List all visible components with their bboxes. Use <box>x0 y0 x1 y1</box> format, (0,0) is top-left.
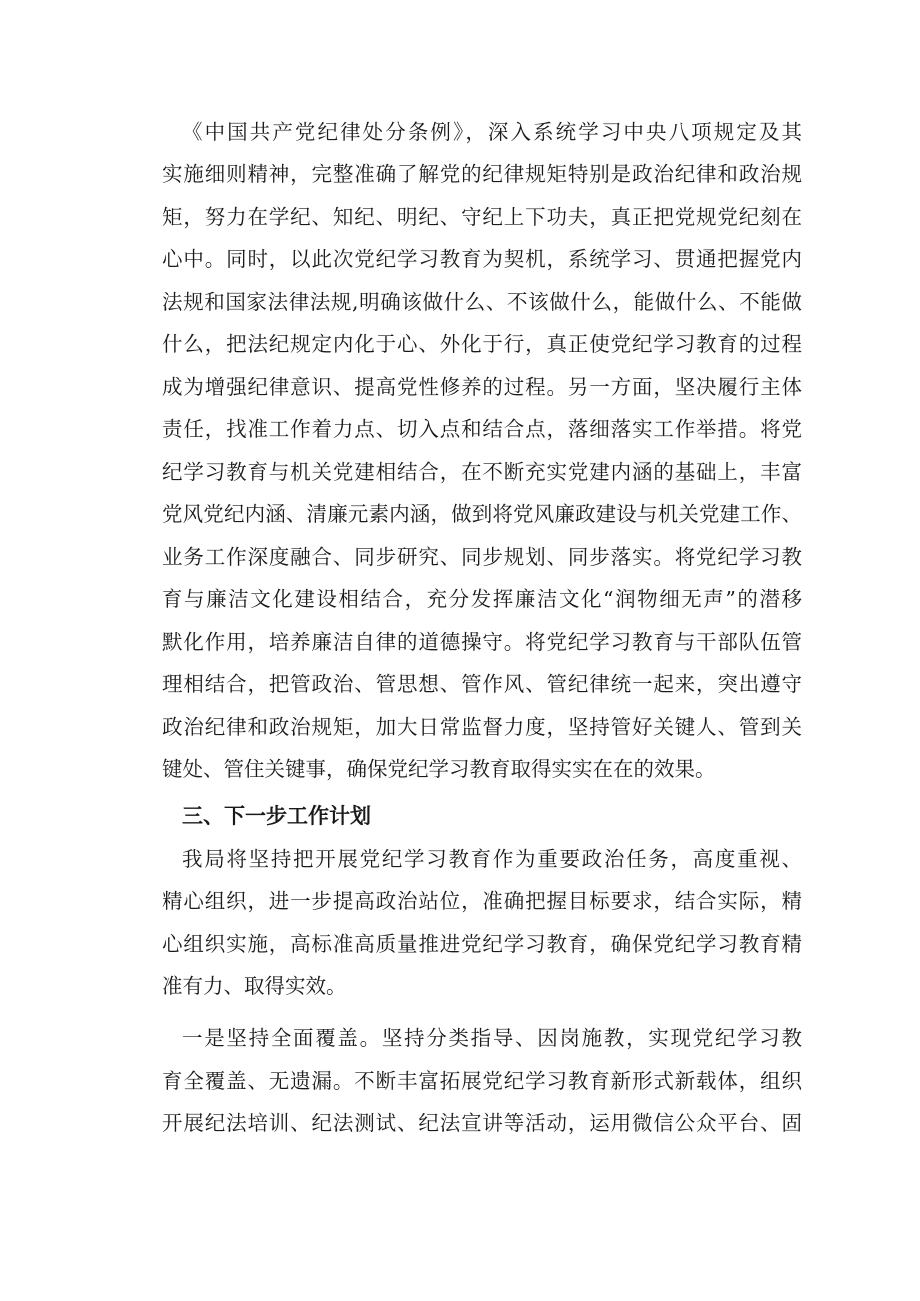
text-line: 我局将坚持把开展党纪学习教育作为重要政治任务，高度重视、 <box>182 847 802 871</box>
text-line: 矩，努力在学纪、知纪、明纪、守纪上下功夫，真正把党规党纪刻在 <box>162 205 802 229</box>
text-line: 育与廉洁文化建设相结合，充分发挥廉洁文化“润物细无声”的潜移 <box>162 587 802 611</box>
text-line: 一是坚持全面覆盖。坚持分类指导、因岗施教，实现党纪学习教 <box>182 1026 802 1050</box>
section-heading: 三、下一步工作计划 <box>182 804 371 828</box>
text-line: 《中国共产党纪律处分条例》，深入系统学习中央八项规定及其 <box>182 120 802 144</box>
text-line: 准有力、取得实效。 <box>162 974 347 998</box>
text-line: 键处、管住关键事，确保党纪学习教育取得实实在在的效果。 <box>162 757 716 781</box>
text-line: 成为增强纪律意识、提高党性修养的过程。另一方面，坚决履行主体 <box>162 375 802 399</box>
text-line: 责任，找准工作着力点、切入点和结合点，落细落实工作举措。将党 <box>162 417 802 441</box>
text-line: 业务工作深度融合、同步研究、同步规划、同步落实。将党纪学习教 <box>162 545 802 569</box>
text-line: 心中。同时，以此次党纪学习教育为契机，系统学习、贯通把握党内 <box>162 247 802 271</box>
text-line: 理相结合，把管政治、管思想、管作风、管纪律统一起来，突出遵守 <box>162 672 802 696</box>
text-line: 精心组织，进一步提高政治站位，准确把握目标要求，结合实际，精 <box>162 889 802 913</box>
text-line: 什么，把法纪规定内化于心、外化于行，真正使党纪学习教育的过程 <box>162 332 802 356</box>
text-line: 政治纪律和政治规矩，加大日常监督力度，坚持管好关键人、管到关 <box>162 715 802 739</box>
text-line: 心组织实施，高标准高质量推进党纪学习教育，确保党纪学习教育精 <box>162 932 802 956</box>
text-line: 开展纪法培训、纪法测试、纪法宣讲等活动，运用微信公众平台、固 <box>162 1111 802 1135</box>
text-line: 党风党纪内涵、清廉元素内涵，做到将党风廉政建设与机关党建工作、 <box>162 502 802 526</box>
text-line: 默化作用，培养廉洁自律的道德操守。将党纪学习教育与干部队伍管 <box>162 630 802 654</box>
text-line: 实施细则精神，完整准确了解党的纪律规矩特别是政治纪律和政治规 <box>162 162 802 186</box>
text-line: 育全覆盖、无遗漏。不断丰富拓展党纪学习教育新形式新载体，组织 <box>162 1069 802 1093</box>
text-line: 法规和国家法律法规,明确该做什么、不该做什么，能做什么、不能做 <box>162 290 802 314</box>
text-line: 纪学习教育与机关党建相结合，在不断充实党建内涵的基础上，丰富 <box>162 460 802 484</box>
